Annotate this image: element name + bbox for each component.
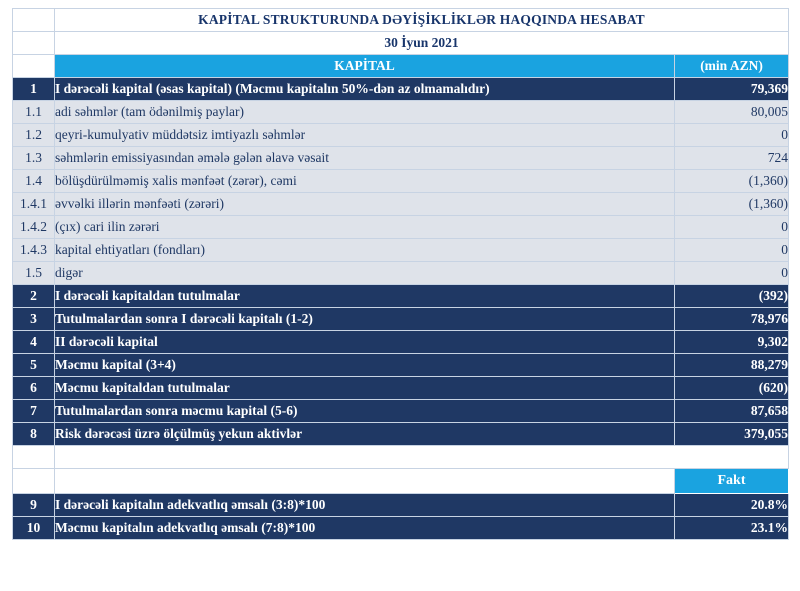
spacer-row (13, 446, 789, 469)
row-value: 9,302 (675, 331, 789, 354)
row-value: 724 (675, 147, 789, 170)
row-number: 7 (13, 400, 55, 423)
table-row (13, 423, 789, 446)
row-value: 20.8% (675, 494, 789, 517)
row-value: (620) (675, 377, 789, 400)
table-row (13, 193, 789, 216)
table-row (13, 377, 789, 400)
row-value: 87,658 (675, 400, 789, 423)
table-row (13, 400, 789, 423)
row-label: I dərəcəli kapitalın adekvatlıq əmsalı (3:8)*100 (55, 494, 675, 517)
fakt-label-blank (55, 469, 675, 494)
header-capital: KAPİTAL (55, 55, 675, 78)
row-number: 1.4.2 (13, 216, 55, 239)
spacer-wide-cell (55, 446, 789, 469)
row-label: Məcmu kapital (3+4) (55, 354, 675, 377)
table-body (13, 9, 789, 540)
row-value: 379,055 (675, 423, 789, 446)
table-row (13, 354, 789, 377)
row-number: 8 (13, 423, 55, 446)
title-left-blank (13, 9, 55, 32)
row-label: əvvəlki illərin mənfəəti (zərəri) (55, 193, 675, 216)
fakt-header: Fakt (675, 469, 789, 494)
row-number: 2 (13, 285, 55, 308)
date-row (13, 32, 789, 55)
header-unit: (min AZN) (675, 55, 789, 78)
date-left-blank (13, 32, 55, 55)
table-row (13, 331, 789, 354)
row-number: 1.4 (13, 170, 55, 193)
row-number: 9 (13, 494, 55, 517)
row-label: digər (55, 262, 675, 285)
row-label: Məcmu kapitalın adekvatlıq əmsalı (7:8)*100 (55, 517, 675, 540)
row-label: I dərəcəli kapitaldan tutulmalar (55, 285, 675, 308)
title-row (13, 9, 789, 32)
row-value: 0 (675, 262, 789, 285)
row-value: (392) (675, 285, 789, 308)
row-value: 80,005 (675, 101, 789, 124)
row-number: 5 (13, 354, 55, 377)
report-date: 30 İyun 2021 (55, 32, 789, 55)
table-row (13, 494, 789, 517)
table-row (13, 308, 789, 331)
row-number: 4 (13, 331, 55, 354)
row-value: 79,369 (675, 78, 789, 101)
row-value: 23.1% (675, 517, 789, 540)
row-value: (1,360) (675, 193, 789, 216)
table-row (13, 216, 789, 239)
capital-structure-table (12, 8, 789, 540)
row-label: I dərəcəli kapital (əsas kapital) (Məcmu kapitalın 50%-dən az olmamalıdır) (55, 78, 675, 101)
row-value: 88,279 (675, 354, 789, 377)
row-number: 3 (13, 308, 55, 331)
row-number: 1.1 (13, 101, 55, 124)
row-label: (çıx) cari ilin zərəri (55, 216, 675, 239)
row-label: Tutulmalardan sonra məcmu kapital (5-6) (55, 400, 675, 423)
row-label: qeyri-kumulyativ müddətsiz imtiyazlı səhmlər (55, 124, 675, 147)
row-value: 0 (675, 216, 789, 239)
page-title: KAPİTAL STRUKTURUNDA DƏYİŞİKLİKLƏR HAQQINDA HESABAT (55, 9, 789, 32)
row-label: II dərəcəli kapital (55, 331, 675, 354)
row-number: 1.3 (13, 147, 55, 170)
header-number-blank (13, 55, 55, 78)
row-value: 78,976 (675, 308, 789, 331)
table-row (13, 78, 789, 101)
table-row (13, 262, 789, 285)
row-number: 1 (13, 78, 55, 101)
row-number: 10 (13, 517, 55, 540)
fakt-header-row (13, 469, 789, 494)
row-value: 0 (675, 124, 789, 147)
row-label: səhmlərin emissiyasından əmələ gələn əlavə vəsait (55, 147, 675, 170)
row-label: Risk dərəcəsi üzrə ölçülmüş yekun aktivlər (55, 423, 675, 446)
table-row (13, 170, 789, 193)
row-number: 1.4.3 (13, 239, 55, 262)
fakt-number-blank (13, 469, 55, 494)
row-value: (1,360) (675, 170, 789, 193)
row-number: 1.4.1 (13, 193, 55, 216)
row-number: 6 (13, 377, 55, 400)
row-label: bölüşdürülməmiş xalis mənfəət (zərər), cəmi (55, 170, 675, 193)
table-row (13, 101, 789, 124)
spacer-number-cell (13, 446, 55, 469)
table-row (13, 147, 789, 170)
row-label: kapital ehtiyatları (fondları) (55, 239, 675, 262)
table-row (13, 285, 789, 308)
table-row (13, 239, 789, 262)
column-header-row (13, 55, 789, 78)
row-number: 1.2 (13, 124, 55, 147)
row-label: Tutulmalardan sonra I dərəcəli kapitalı (1-2) (55, 308, 675, 331)
table-row (13, 517, 789, 540)
row-label: adi səhmlər (tam ödənilmiş paylar) (55, 101, 675, 124)
row-label: Məcmu kapitaldan tutulmalar (55, 377, 675, 400)
table-row (13, 124, 789, 147)
row-number: 1.5 (13, 262, 55, 285)
row-value: 0 (675, 239, 789, 262)
